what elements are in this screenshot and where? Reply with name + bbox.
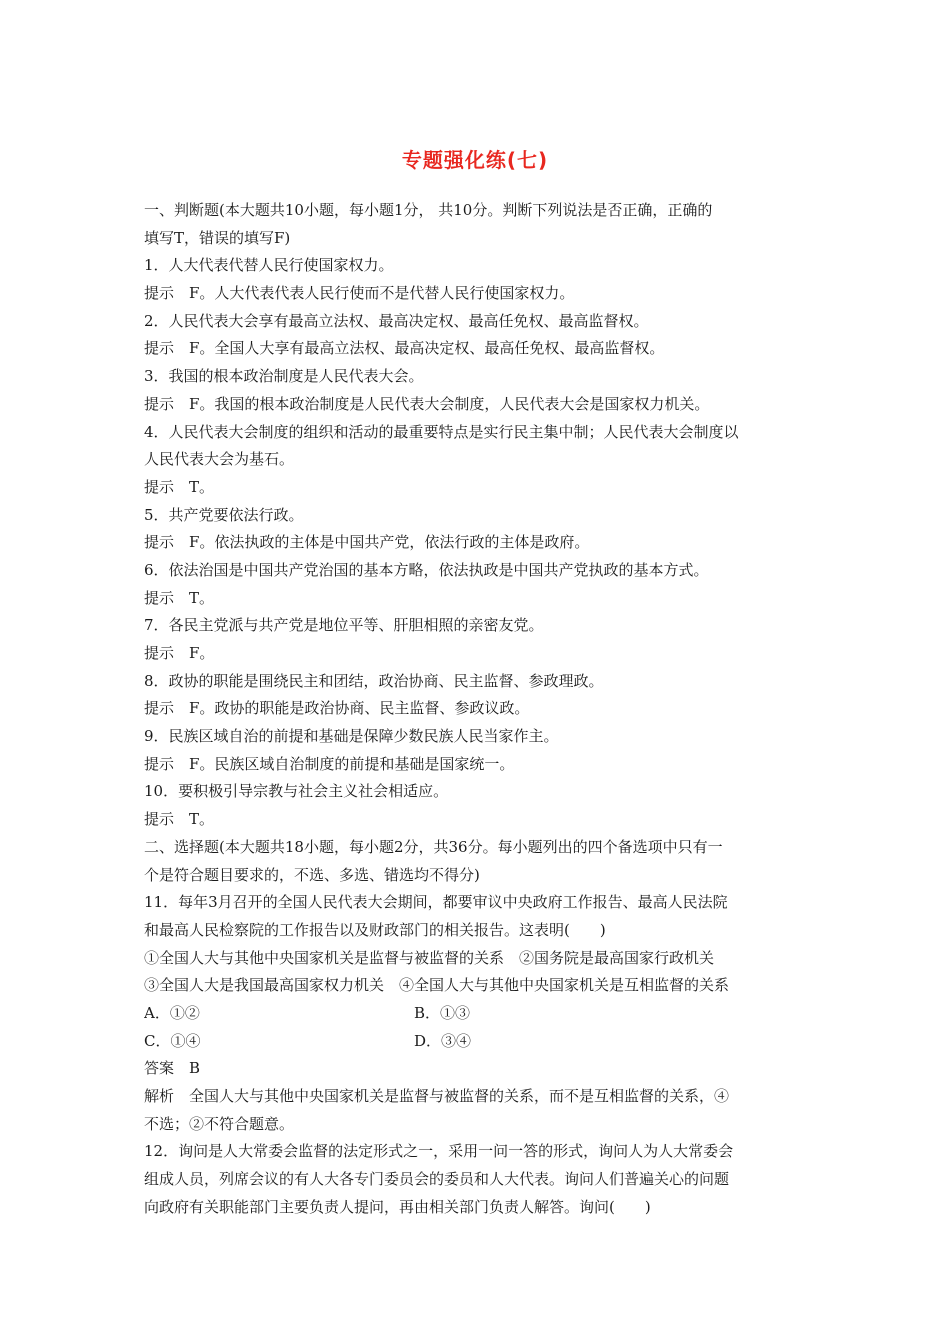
text-line: 填写T，错误的填写F) (144, 228, 291, 247)
text-line: 和最高人民检察院的工作报告以及财政部门的相关报告。这表明( ) (144, 920, 606, 939)
text-line: 5．共产党要依法行政。 (144, 505, 304, 524)
text-line: 10．要积极引导宗教与社会主义社会相适应。 (144, 782, 449, 801)
text-line: 8．政协的职能是围绕民主和团结，政治协商、民主监督、参政理政。 (144, 671, 604, 690)
text-line: 7．各民主党派与共产党是地位平等、肝胆相照的亲密友党。 (144, 616, 544, 635)
text-line: 个是符合题目要求的，不选、多选、错选均不得分) (144, 865, 480, 884)
text-line: 组成人员，列席会议的有人大各专门委员会的委员和人大代表。询问人们普遍关心的问题 (144, 1170, 730, 1189)
text-line: 向政府有关职能部门主要负责人提问，再由相关部门负责人解答。询问( ) (144, 1197, 651, 1216)
text-line: 提示 F。 (144, 644, 215, 662)
option-b: B．①③ (414, 1003, 471, 1022)
text-line: 提示 F。全国人大享有最高立法权、最高决定权、最高任免权、最高监督权。 (144, 339, 665, 358)
text-line: 3．我国的根本政治制度是人民代表大会。 (144, 367, 424, 386)
text-line: 不选；②不符合题意。 (144, 1114, 295, 1133)
text-line: 2．人民代表大会享有最高立法权、最高决定权、最高任免权、最高监督权。 (144, 311, 649, 330)
document-body (144, 197, 814, 1221)
answer-options-row (144, 1028, 814, 1056)
text-line: ③全国人大是我国最高国家权力机关 ④全国人大与其他中央国家机关是互相监督的关系 (144, 976, 730, 995)
option-a: A．①② (144, 1003, 200, 1022)
text-line: 人民代表大会为基石。 (144, 450, 295, 469)
text-line: 1．人大代表代替人民行使国家权力。 (144, 256, 394, 275)
text-line: 提示 T。 (144, 588, 215, 607)
text-line: 12．询问是人大常委会监督的法定形式之一，采用一问一答的形式，询问人为人大常委会 (144, 1142, 734, 1161)
text-line: 提示 F。依法执政的主体是中国共产党，依法行政的主体是政府。 (144, 533, 590, 552)
option-d: D．③④ (414, 1031, 472, 1050)
text-line: 二、选择题(本大题共18小题，每小题2分，共36分。每小题列出的四个备选项中只有一 (144, 837, 723, 856)
page-title: 专题强化练(七) (401, 148, 549, 172)
text-line: ①全国人大与其他中央国家机关是监督与被监督的关系 ②国务院是最高国家行政机关 (144, 948, 715, 967)
text-line: 提示 T。 (144, 810, 215, 829)
option-c: C．①④ (144, 1031, 201, 1050)
text-line: 提示 F。我国的根本政治制度是人民代表大会制度，人民代表大会是国家权力机关。 (144, 394, 710, 413)
text-line: 9．民族区域自治的前提和基础是保障少数民族人民当家作主。 (144, 727, 559, 746)
text-line: 提示 F。民族区域自治制度的前提和基础是国家统一。 (144, 754, 515, 773)
text-line: 提示 F。政协的职能是政治协商、民主监督、参政议政。 (144, 699, 530, 718)
text-line: 11．每年3月召开的全国人民代表大会期间，都要审议中央政府工作报告、最高人民法院 (144, 893, 728, 912)
text-line: 6．依法治国是中国共产党治国的基本方略，依法执政是中国共产党执政的基本方式。 (144, 560, 709, 579)
text-line: 解析 全国人大与其他中央国家机关是监督与被监督的关系，而不是互相监督的关系，④ (144, 1087, 730, 1105)
text-line: 提示 F。人大代表代表人民行使而不是代替人民行使国家权力。 (144, 284, 575, 303)
text-line: 提示 T。 (144, 477, 215, 496)
text-line: 一、判断题(本大题共10小题，每小题1分， 共10分。判断下列说法是否正确，正确的 (144, 201, 713, 219)
answer-options-row (144, 1000, 814, 1028)
text-line: 4．人民代表大会制度的组织和活动的最重要特点是实行民主集中制；人民代表大会制度以 (144, 422, 739, 441)
text-line: 答案 B (144, 1059, 201, 1078)
